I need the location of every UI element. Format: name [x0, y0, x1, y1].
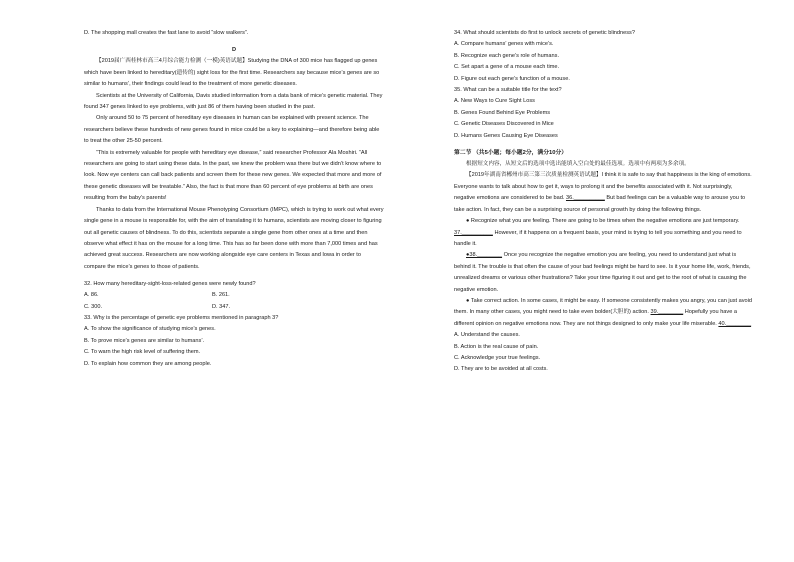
cloze-text: Hopefully you have a different opinion on negative emotions now. They are not things designed to only make your life miserable.: [454, 309, 737, 327]
cloze-option-d: D. They are to be avoided at all costs.: [454, 366, 548, 373]
right-column: [454, 28, 754, 376]
cloze-text: However, if it happens on a frequent basis, your mind is trying to tell you something and you need to handle it.: [454, 229, 742, 247]
cloze-option-c: C. Acknowledge your true feelings.: [454, 354, 541, 361]
question-32-stem: 32. How many hereditary-sight-loss-related genes were newly found?: [84, 280, 256, 287]
cloze-text: But bad feelings can be a valuable way to arouse you to take action. In fact, they can be a surprising source of personal growth by doing the following things.: [454, 195, 746, 213]
question-33-stem: 33. Why is the percentage of genetic eye problems mentioned in paragraph 3?: [84, 314, 279, 321]
question-32-options: [84, 290, 384, 301]
option-a: A. Compare humans’ genes with mice’s.: [454, 41, 554, 48]
passage-paragraph: Scientists at the University of California, Davis studied information from a data bank of mice’s genetic material. They found 347 genes linked to eye problems, with just 86 of them having been studied in the past.: [84, 92, 383, 111]
passage-paragraph: 【2019届广西桂林市高三4月综合能力检测（一模)英语试题】Studying the DNA of 300 mice has flagged up genes which have been linked to hereditary(遗传的) sight loss for the first time. Researchers say because mice’s genes are so similar to humans’, their findings could lead to the treatment of more genetic diseases.: [84, 58, 380, 88]
section-instruction: 根据短文内容，从短文后的选项中选出能填入空白处的最佳选项。选项中有两项为多余项。: [466, 161, 690, 168]
cloze-text: 【2019年湖南省郴州市高三第三次质量检测英语试题】I think it is safe to say that happiness is the king of emotions. Everyone wants to talk about how to get it, ways to prolong it and the benefits associated with it. Not surprisingly, negative emotions are considered to be bad.: [454, 172, 752, 202]
question-32-options: [84, 302, 384, 313]
blank-39[interactable]: 39.________: [650, 309, 684, 316]
option-b: B. 261.: [212, 292, 230, 299]
cloze-option-b: B. Action is the real cause of pain.: [454, 343, 539, 350]
option-d: D. Humans Genes Causing Eye Diseases: [454, 132, 558, 139]
question-35-stem: 35. What can be a suitable title for the text?: [454, 87, 562, 94]
cloze-text: Once you recognize the negative emotion you are feeling, you need to understand just what is behind it. The trouble is that often the cause of your bad feelings might be hard to see. Is it your home life, work, friends, unrealized dreams or various other frustrations? Take your time figuring it out and get to the root of what is causing the negative emotion.: [454, 252, 751, 293]
cloze-text: ● Take correct action. In some cases, it might be easy. If someone consistently makes you angry, you can just avoid them. In many other cases, you might need to take even bolder(大胆的) action.: [454, 297, 752, 316]
section-title: 第二节 （共5小题；每小题2分，满分10分）: [454, 149, 568, 156]
option-a: A. To show the significance of studying mice’s genes.: [84, 326, 216, 333]
option-b: B. Genes Found Behind Eye Problems: [454, 109, 551, 116]
blank-36[interactable]: 36.__________: [565, 195, 605, 202]
option-b: B. Recognize each gene’s role of humans.: [454, 52, 560, 59]
option-d: D. To explain how common they are among people.: [84, 360, 212, 367]
passage-paragraph: Only around 50 to 75 percent of hereditary eye diseases in human can be explained with present science. The researchers believe these hundreds of new genes found in mice could be a key to explaining—and therefore being able to treat the other 25-50 percent.: [84, 115, 380, 145]
option-c: C. Set apart a gene of a mouse each time.: [454, 64, 560, 71]
passage-paragraph: Thanks to data from the International Mouse Phenotyping Consortium (IMPC), which is trying to work out what every single gene in a mouse is responsible for, with the aim of translating it to humans, scientists are moving closer to figuring out all genetic causes of blindness. To do this, scientists separate a single gene from other ones at a time and then observe what effect it has on the mouse for a long time. This has so far been done with more than 7,000 times and has achieved great success. Researchers are now working alongside eye care centers in Texas and Iowa in order to compare the mice’s genes to those of patients.: [84, 206, 384, 270]
option-d: D. 347.: [212, 303, 231, 310]
cloze-paragraph-2: [454, 216, 754, 250]
blank-40[interactable]: 40.________: [718, 320, 752, 327]
passage-letter: D: [231, 47, 237, 53]
option-a: A. New Ways to Cure Sight Loss: [454, 98, 535, 105]
cloze-paragraph-3: [454, 250, 754, 296]
cloze-paragraph-4: [454, 296, 754, 330]
option-b: B. To prove mice’s genes are similar to humans’.: [84, 337, 205, 344]
cloze-paragraph-1: [454, 170, 754, 216]
left-column: [84, 28, 384, 370]
cloze-text: ● Recognize what you are feeling. There are going to be times when the negative emotions are just temporary.: [466, 218, 740, 225]
blank-38[interactable]: ●38.________: [466, 252, 503, 259]
option-d: D. Figure out each gene’s function of a mouse.: [454, 75, 570, 82]
option-c: C. To warn the high risk level of suffering them.: [84, 349, 201, 356]
option-a: A. 86.: [84, 292, 99, 299]
option-c: C. 300.: [84, 303, 103, 310]
question-34-stem: 34. What should scientists do first to unlock secrets of genetic blindness?: [454, 30, 635, 36]
option-c: C. Genetic Diseases Discovered in Mice: [454, 121, 554, 128]
blank-37[interactable]: 37.__________: [454, 229, 493, 236]
prev-option-d: D. The shopping mall creates the fast lane to avoid “slow walkers”.: [84, 30, 249, 36]
cloze-option-a: A. Understand the causes.: [454, 332, 520, 339]
passage-paragraph: “This is extremely valuable for people with hereditary eye disease,” said researcher Professor Ala Moshiri. “All researchers are going to start using these data. In the past, we knew the problem was there but we didn’t know where to look. Now eye centers can call back patients and screen them for these new genes. We expected that more and more of these genetic diseases will be treatable.” Also, the fact is that more than 60 percent of eye problems at birth are ones resulting from the baby’s parents!: [84, 149, 382, 202]
